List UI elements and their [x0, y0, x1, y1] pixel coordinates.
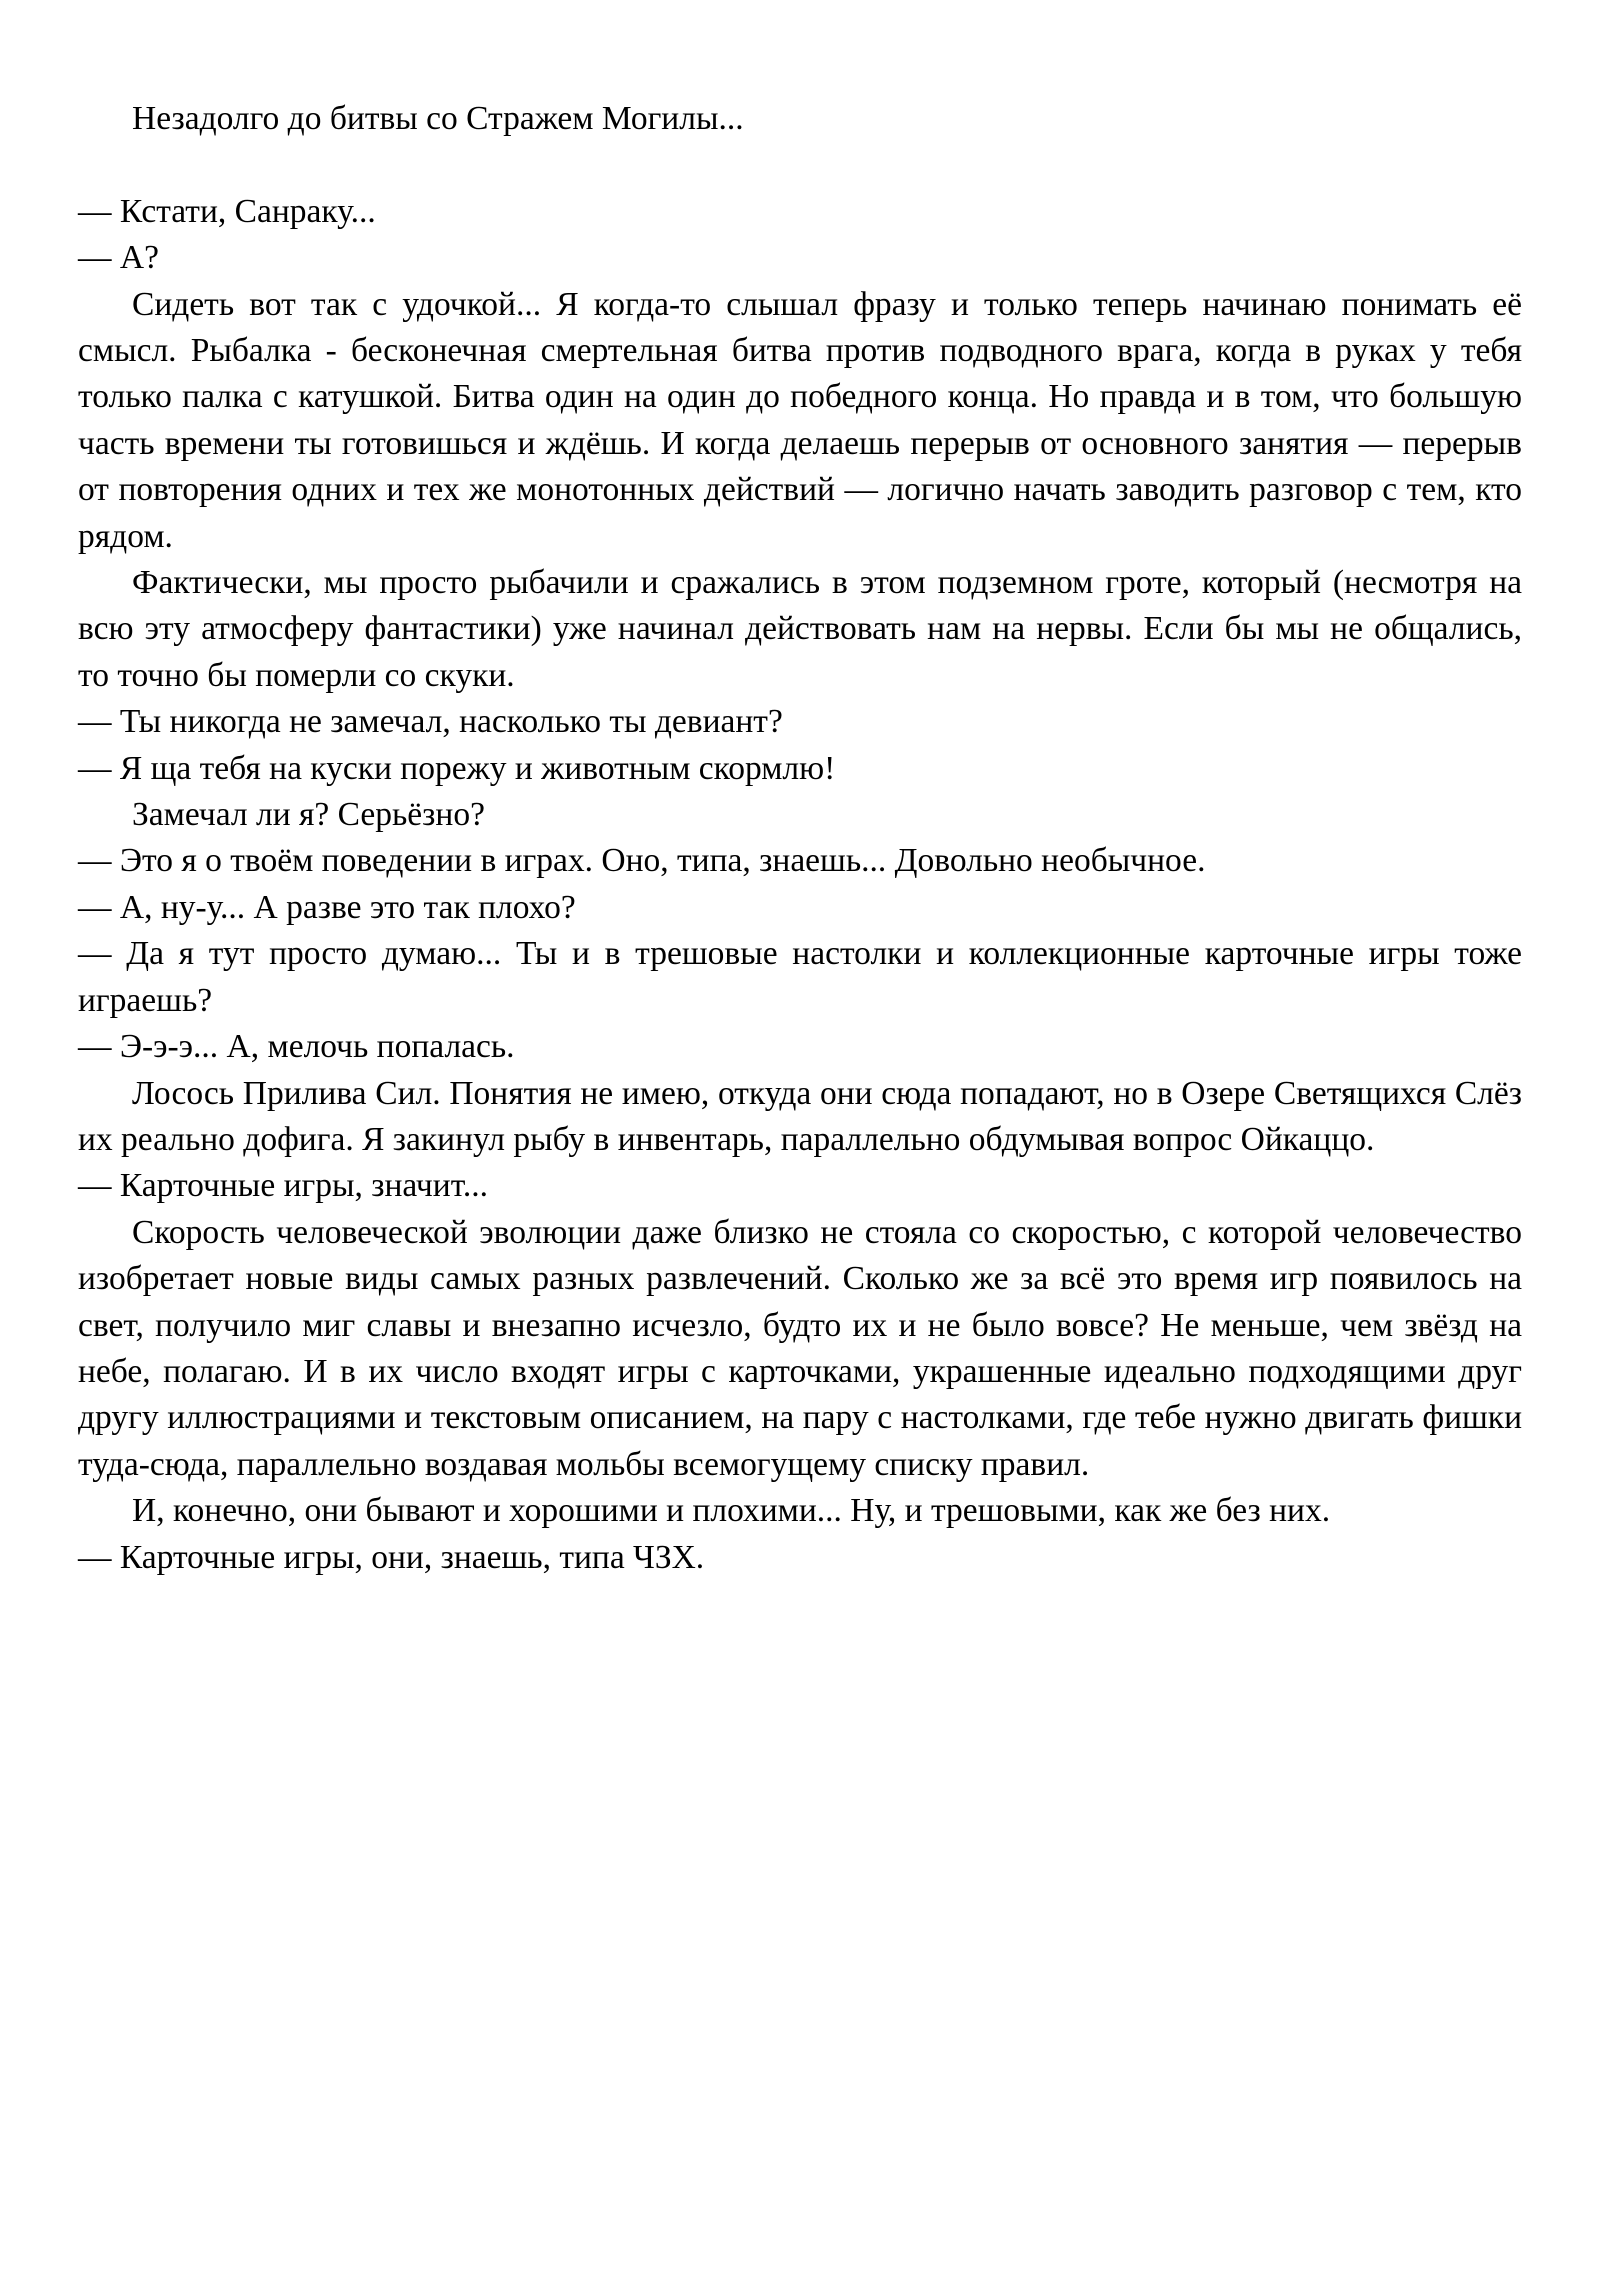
body-text-column [78, 96, 1522, 1581]
paragraph-line-chzh: — Карточные игры, они, знаешь, типа ЧЗХ. [78, 1538, 705, 1576]
paragraph-scene-heading: Незадолго до битвы со Стражем Могилы... [132, 100, 744, 137]
paragraph-para-grotto: Фактически, мы просто рыбачили и сражались в этом подземном гроте, который (несмотря на всю эту атмосферу фантастики) уже начинал действовать нам на нервы. Если бы мы не общались, то точно бы померли со скуки. [78, 564, 1522, 694]
paragraph-line-deviant: — Ты никогда не замечал, насколько ты девиант? [78, 703, 783, 741]
paragraph-line-behavior: — Это я о твоём поведении в играх. Оно, типа, знаешь... Довольно необычное. [78, 842, 1206, 880]
paragraph-line-a: — А? [78, 239, 159, 277]
paragraph-para-good-bad: И, конечно, они бывают и хорошими и плохими... Ну, и трешовыми, как же без них. [132, 1492, 1331, 1530]
paragraph-para-salmon: Лосось Прилива Сил. Понятия не имею, откуда они сюда попадают, но в Озере Светящихся Слёз их реально дофига. Я закинул рыбу в инвентарь, параллельно обдумывая вопрос Ойкаццо. [78, 1074, 1522, 1158]
paragraph-line-cut-pieces: — Я ща тебя на куски порежу и животным скормлю! [78, 749, 836, 787]
paragraph-line-card-games: — Карточные игры, значит... [78, 1167, 488, 1205]
paragraph-line-e-e-e: — Э-э-э... А, мелочь попалась. [78, 1028, 515, 1066]
paragraph-line-ksatati: — Кстати, Санраку... [78, 192, 376, 230]
paragraph-line-trash-games: — Да я тут просто думаю... Ты и в трешовые настолки и коллекционные карточные игры тоже играешь? [78, 935, 1522, 1019]
paragraph-line-seriously: Замечал ли я? Серьёзно? [132, 796, 485, 834]
paragraph-line-nu-u: — А, ну-у... А разве это так плохо? [78, 888, 576, 926]
paragraph-para-fishing: Сидеть вот так с удочкой... Я когда-то слышал фразу и только теперь начинаю понимать её смысл. Рыбалка - бесконечная смертельная битва против подводного врага, когда в руках у тебя только палка с катушкой. Битва один на один до победного конца. Но правда и в том, что большую часть времени ты готовишься и ждёшь. И когда делаешь перерыв от основного занятия — перерыв от повторения одних и тех же монотонных действий — логично начать заводить разговор с тем, кто рядом. [78, 285, 1522, 555]
paragraph-para-evolution: Скорость человеческой эволюции даже близко не стояла со скоростью, с которой человечество изобретает новые виды самых разных развлечений. Сколько же за всё это время игр появилось на свет, получило миг славы и внезапно исчезло, будто их и не было вовсе? Не меньше, чем звёзд на небе, полагаю. И в их число входят игры с карточками, украшенные идеально подходящими друг другу иллюстрациями и текстовым описанием, на пару с настолками, где тебе нужно двигать фишки туда-сюда, параллельно воздавая мольбы всемогущему списку правил. [78, 1213, 1522, 1483]
